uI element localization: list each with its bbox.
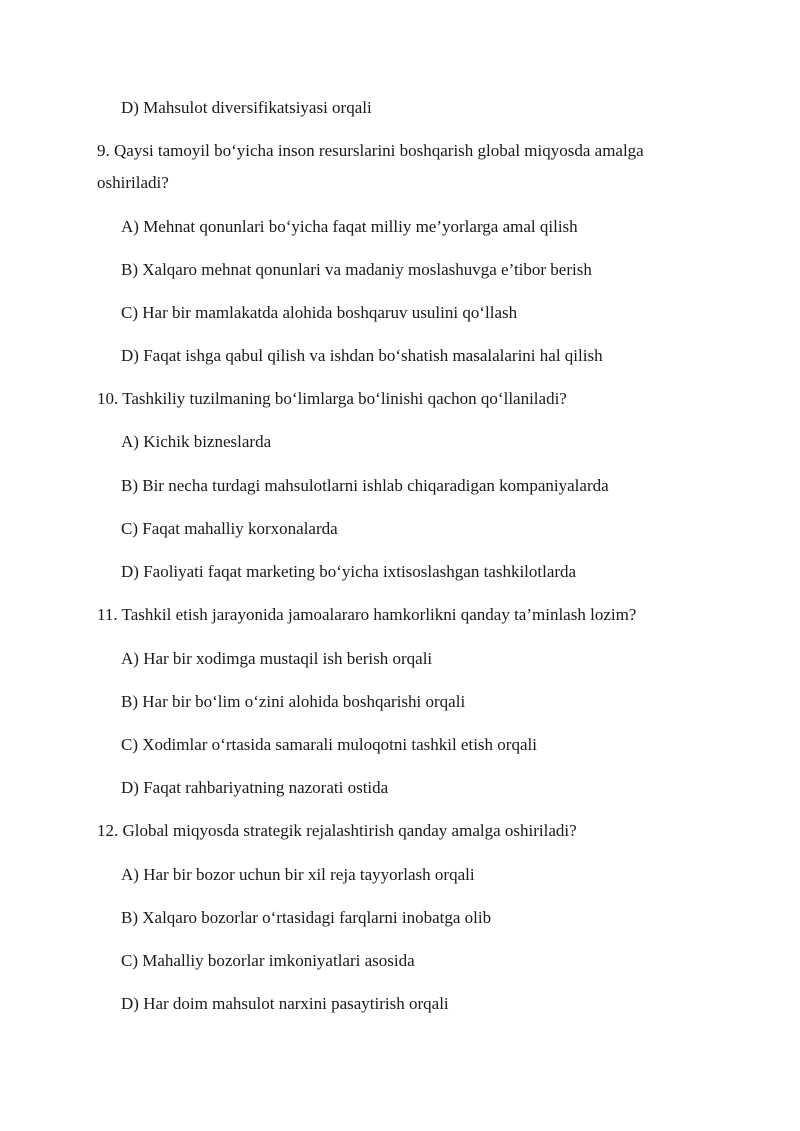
answer-option: D) Faoliyati faqat marketing bo‘yicha ixtisoslashgan tashkilotlarda xyxy=(121,562,577,581)
answer-option: A) Har bir bozor uchun bir xil reja tayyorlash orqali xyxy=(121,865,475,884)
question: 10. Tashkiliy tuzilmaning bo‘limlarga bo‘linishi qachon qo‘llaniladi? xyxy=(97,389,567,408)
answer-option: A) Kichik bizneslarda xyxy=(121,432,272,451)
answer-option: C) Har bir mamlakatda alohida boshqaruv usulini qo‘llash xyxy=(121,303,518,322)
answer-option: B) Har bir bo‘lim o‘zini alohida boshqarishi orqali xyxy=(121,692,466,711)
answer-option: D) Faqat rahbariyatning nazorati ostida xyxy=(121,778,389,797)
question: 9. Qaysi tamoyil bo‘yicha inson resurslarini boshqarish global miqyosda amalga oshiriladi? xyxy=(97,141,644,192)
answer-option: D) Mahsulot diversifikatsiyasi orqali xyxy=(121,98,372,117)
question: 11. Tashkil etish jarayonida jamoalararo hamkorlikni qanday ta’minlash lozim? xyxy=(97,605,637,624)
answer-option: D) Har doim mahsulot narxini pasaytirish orqali xyxy=(121,994,449,1013)
answer-option: C) Faqat mahalliy korxonalarda xyxy=(121,519,338,538)
answer-option: B) Xalqaro bozorlar o‘rtasidagi farqlarni inobatga olib xyxy=(121,908,492,927)
answer-option: D) Faqat ishga qabul qilish va ishdan bo‘shatish masalalarini hal qilish xyxy=(121,346,603,365)
answer-option: B) Xalqaro mehnat qonunlari va madaniy moslashuvga e’tibor berish xyxy=(121,260,592,279)
answer-option: C) Mahalliy bozorlar imkoniyatlari asosida xyxy=(121,951,415,970)
answer-option: B) Bir necha turdagi mahsulotlarni ishlab chiqaradigan kompaniyalarda xyxy=(121,476,609,495)
answer-option: C) Xodimlar o‘rtasida samarali muloqotni tashkil etish orqali xyxy=(121,735,537,754)
answer-option: A) Mehnat qonunlari bo‘yicha faqat milliy me’yorlarga amal qilish xyxy=(121,217,578,236)
question: 12. Global miqyosda strategik rejalashtirish qanday amalga oshiriladi? xyxy=(97,821,577,840)
answer-option: A) Har bir xodimga mustaqil ish berish orqali xyxy=(121,649,433,668)
